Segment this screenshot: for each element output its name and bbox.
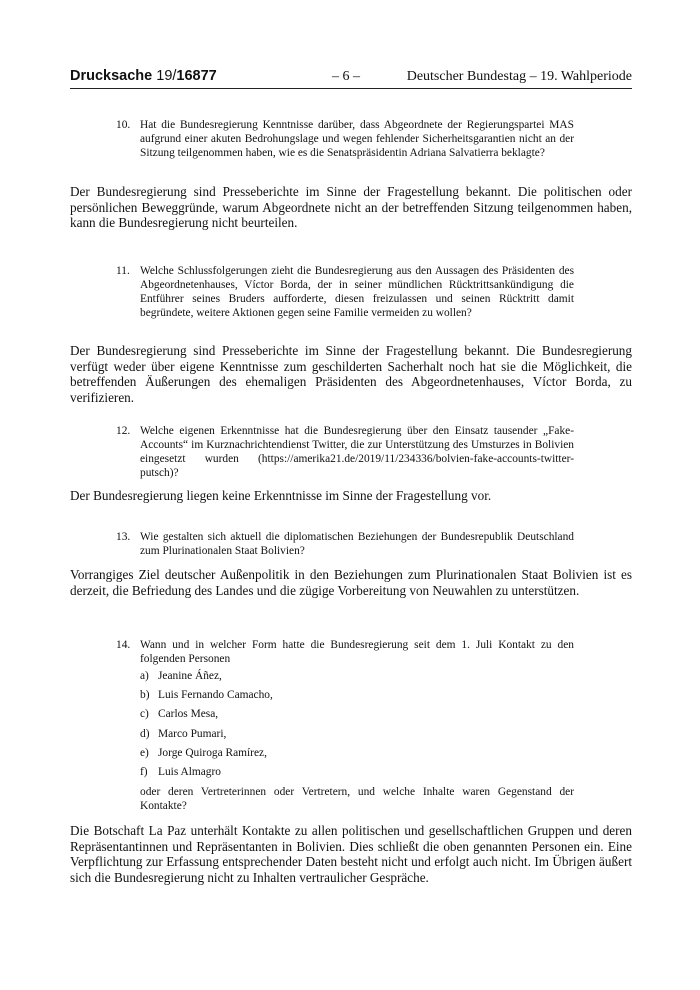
question-continuation: oder deren Vertreterinnen oder Vertretern, und welche Inhalte waren Gegenstand der Kontakte? — [140, 786, 574, 812]
list-item: f) Luis Almagro — [140, 765, 221, 778]
question-text: Wann und in welcher Form hatte die Bundesregierung seit dem 1. Juli Kontakt zu den folgenden Personen — [140, 639, 574, 665]
question-number: 12. — [116, 425, 131, 437]
question-text: Welche Schlussfolgerungen zieht die Bundesregierung aus den Aussagen des Präsidenten des Abgeordnetenhauses, Víctor Borda, der in seiner mündlichen Rücktrittsankündigung die Entführer seines Bruders aufforderte, diesen freizulassen und seinen Rücktritt damit begründete, weitere Aktionen gegen seine Familie vermeiden zu wollen? — [140, 265, 574, 319]
list-item: d) Marco Pumari, — [140, 727, 227, 740]
question-number: 13. — [116, 531, 131, 543]
question-14 — [116, 638, 574, 666]
question-11 — [116, 264, 574, 320]
page-number: – 6 – — [332, 69, 360, 84]
question-10 — [116, 118, 574, 160]
question-13 — [116, 530, 574, 558]
answer-14: Die Botschaft La Paz unterhält Kontakte zu allen politischen und gesellschaftlichen Gruppen und deren Repräsentantinnen und Repräsentanten in Bolivien. Dies schließt die oben genannten Personen ein. Eine Verpflichtung zur Erfassung entsprechender Daten besteht nicht und erfolgt auch nicht. Im Übrigen äußert sich die Bundesregierung nicht zu Inhalten vertraulicher Gespräche. — [70, 823, 632, 885]
question-number: 10. — [116, 119, 131, 131]
answer-12: Der Bundesregierung liegen keine Erkenntnisse im Sinne der Fragestellung vor. — [70, 488, 492, 503]
list-item: a) Jeanine Áñez, — [140, 670, 222, 682]
document-page — [70, 0, 632, 990]
question-text: Welche eigenen Erkenntnisse hat die Bundesregierung über den Einsatz tausender „Fake-Accounts“ im Kurznachrichtendienst Twitter, die zur Unterstützung des Umsturzes in Bolivien eingesetzt wurden (https://amerika21.de/2019/11/234336/bolvien-fake-accounts-twitter-putsch)? — [140, 425, 574, 479]
question-number: 11. — [116, 265, 130, 277]
page-header — [70, 66, 632, 89]
question-number: 14. — [116, 639, 131, 651]
publisher-title: Deutscher Bundestag – 19. Wahlperiode — [406, 69, 632, 84]
question-12 — [116, 424, 574, 480]
list-item: b) Luis Fernando Camacho, — [140, 689, 273, 702]
answer-10: Der Bundesregierung sind Presseberichte im Sinne der Fragestellung bekannt. Die politischen oder persönlichen Beweggründe, warum Abgeordnete nicht an der betreffenden Sitzung teilgenommen haben, kann die Bundesregierung nicht beurteilen. — [70, 184, 632, 230]
answer-13: Vorrangiges Ziel deutscher Außenpolitik in den Beziehungen zum Plurinationalen Staat Bolivien ist es derzeit, die Befriedung des Landes und die zügige Vorbereitung von Neuwahlen zu unterstützen. — [70, 567, 632, 598]
question-text: Hat die Bundesregierung Kenntnisse darüber, dass Abgeordnete der Regierungspartei MAS aufgrund einer akuten Bedrohungslage und wegen fehlender Sicherheitsgarantien nicht an der Sitzung teilgenommen haben, wie es die Senatspräsidentin Adriana Salvatierra beklagte? — [140, 119, 574, 159]
person-list — [140, 669, 273, 784]
list-item: c) Carlos Mesa, — [140, 708, 219, 721]
document-number: Drucksache 19/16877 — [70, 68, 217, 84]
answer-11: Der Bundesregierung sind Presseberichte im Sinne der Fragestellung bekannt. Die Bundesregierung verfügt weder über eigene Kenntnisse zum geschilderten Sacherhalt noch hat sie die Möglichkeit, die betreffenden Äußerungen des ehemaligen Präsidenten des Abgeordnetenhauses, Víctor Borda, zu verifizieren. — [70, 343, 632, 405]
list-item: e) Jorge Quiroga Ramírez, — [140, 746, 267, 759]
question-text: Wie gestalten sich aktuell die diplomatischen Beziehungen der Bundesrepublik Deutschland zum Plurinationalen Staat Bolivien? — [140, 531, 574, 557]
